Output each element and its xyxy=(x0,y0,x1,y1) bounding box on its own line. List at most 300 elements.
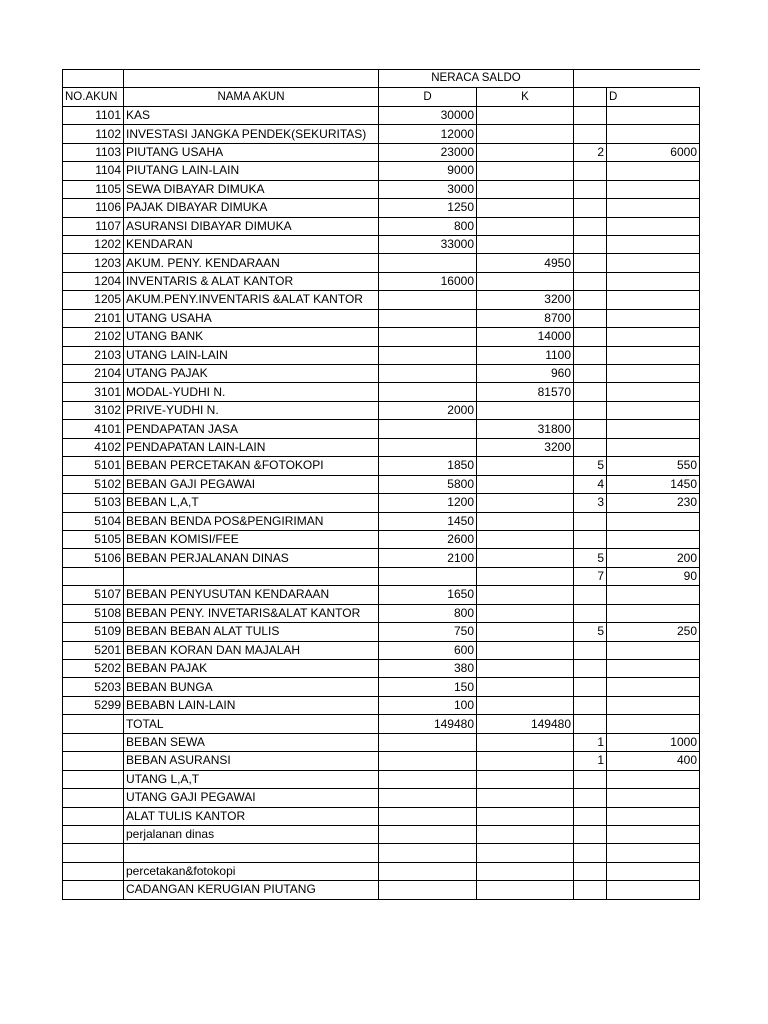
table-row xyxy=(63,365,700,383)
cell-account-name: BEBAN PAJAK xyxy=(124,660,379,678)
cell-account-number: 3101 xyxy=(63,383,124,401)
table-row xyxy=(63,162,700,180)
cell-adjustment-debit xyxy=(607,309,700,327)
cell-adjustment-debit xyxy=(607,346,700,364)
column-header-debit: D xyxy=(379,88,477,106)
cell-credit xyxy=(477,512,574,530)
cell-credit: 8700 xyxy=(477,309,574,327)
cell-account-number: 4102 xyxy=(63,438,124,456)
cell-account-number xyxy=(63,881,124,899)
header-name-blank xyxy=(124,70,379,88)
table-row xyxy=(63,862,700,880)
cell-credit xyxy=(477,862,574,880)
cell-account-number: 1107 xyxy=(63,217,124,235)
cell-debit xyxy=(379,733,477,751)
cell-adjustment-ref xyxy=(574,328,607,346)
cell-account-name: KAS xyxy=(124,106,379,124)
cell-debit: 380 xyxy=(379,660,477,678)
cell-credit xyxy=(477,641,574,659)
cell-adjustment-ref: 4 xyxy=(574,475,607,493)
cell-account-number: 1106 xyxy=(63,199,124,217)
cell-account-number: 5299 xyxy=(63,696,124,714)
cell-adjustment-debit xyxy=(607,420,700,438)
cell-adjustment-ref xyxy=(574,770,607,788)
cell-debit: 9000 xyxy=(379,162,477,180)
table-row xyxy=(63,217,700,235)
cell-account-name: BEBAN ASURANSI xyxy=(124,752,379,770)
cell-account-name: BEBAN KORAN DAN MAJALAH xyxy=(124,641,379,659)
cell-credit xyxy=(477,199,574,217)
cell-account-number xyxy=(63,733,124,751)
cell-account-number: 5109 xyxy=(63,623,124,641)
cell-debit xyxy=(379,770,477,788)
cell-account-number: 1204 xyxy=(63,272,124,290)
cell-adjustment-ref xyxy=(574,862,607,880)
cell-account-number xyxy=(63,752,124,770)
cell-adjustment-ref xyxy=(574,530,607,548)
cell-account-name: PAJAK DIBAYAR DIMUKA xyxy=(124,199,379,217)
cell-credit: 31800 xyxy=(477,420,574,438)
cell-account-name: ALAT TULIS KANTOR xyxy=(124,807,379,825)
cell-account-name: CADANGAN KERUGIAN PIUTANG xyxy=(124,881,379,899)
cell-adjustment-ref xyxy=(574,162,607,180)
cell-account-name: SEWA DIBAYAR DIMUKA xyxy=(124,180,379,198)
cell-adjustment-ref xyxy=(574,512,607,530)
cell-account-name: KENDARAN xyxy=(124,235,379,253)
table-row xyxy=(63,346,700,364)
cell-account-name: BEBAN L,A,T xyxy=(124,494,379,512)
cell-debit xyxy=(379,383,477,401)
cell-account-number: 1203 xyxy=(63,254,124,272)
column-header-adj-debit: D xyxy=(607,88,700,106)
cell-debit xyxy=(379,881,477,899)
cell-adjustment-ref xyxy=(574,272,607,290)
table-row xyxy=(63,235,700,253)
cell-debit: 2000 xyxy=(379,401,477,419)
cell-credit: 960 xyxy=(477,365,574,383)
cell-adjustment-ref xyxy=(574,678,607,696)
cell-adjustment-debit xyxy=(607,660,700,678)
cell-adjustment-ref xyxy=(574,715,607,733)
table-row xyxy=(63,789,700,807)
cell-debit xyxy=(379,328,477,346)
cell-debit: 800 xyxy=(379,217,477,235)
cell-account-name: AKUM. PENY. KENDARAAN xyxy=(124,254,379,272)
table-row xyxy=(63,733,700,751)
cell-adjustment-debit: 90 xyxy=(607,567,700,585)
cell-credit xyxy=(477,678,574,696)
cell-debit xyxy=(379,291,477,309)
cell-account-name: PRIVE-YUDHI N. xyxy=(124,401,379,419)
cell-credit xyxy=(477,604,574,622)
cell-account-number: 1103 xyxy=(63,143,124,161)
cell-adjustment-debit xyxy=(607,862,700,880)
cell-account-number: 5201 xyxy=(63,641,124,659)
cell-adjustment-ref: 7 xyxy=(574,567,607,585)
table-row xyxy=(63,106,700,124)
table-row xyxy=(63,567,700,585)
cell-account-number: 5102 xyxy=(63,475,124,493)
table-row xyxy=(63,604,700,622)
header-row-top xyxy=(63,70,700,88)
table-row xyxy=(63,291,700,309)
cell-account-name: BEBAN BEBAN ALAT TULIS xyxy=(124,623,379,641)
cell-adjustment-ref: 3 xyxy=(574,494,607,512)
table-row xyxy=(63,494,700,512)
cell-account-number xyxy=(63,844,124,862)
cell-credit xyxy=(477,125,574,143)
table-row xyxy=(63,807,700,825)
cell-account-name xyxy=(124,567,379,585)
cell-credit xyxy=(477,825,574,843)
cell-credit xyxy=(477,660,574,678)
cell-adjustment-debit xyxy=(607,401,700,419)
cell-adjustment-debit: 200 xyxy=(607,549,700,567)
cell-debit: 1850 xyxy=(379,457,477,475)
table-row xyxy=(63,623,700,641)
cell-adjustment-ref xyxy=(574,825,607,843)
table-row xyxy=(63,641,700,659)
cell-credit xyxy=(477,623,574,641)
cell-adjustment-ref xyxy=(574,807,607,825)
cell-account-number xyxy=(63,770,124,788)
cell-debit xyxy=(379,420,477,438)
cell-adjustment-debit: 550 xyxy=(607,457,700,475)
cell-adjustment-ref xyxy=(574,217,607,235)
cell-debit xyxy=(379,309,477,327)
cell-adjustment-ref xyxy=(574,604,607,622)
cell-account-name: UTANG GAJI PEGAWAI xyxy=(124,789,379,807)
cell-adjustment-debit: 400 xyxy=(607,752,700,770)
cell-debit: 5800 xyxy=(379,475,477,493)
cell-adjustment-ref xyxy=(574,180,607,198)
table-row xyxy=(63,438,700,456)
cell-account-name: perjalanan dinas xyxy=(124,825,379,843)
cell-adjustment-debit xyxy=(607,844,700,862)
column-header-adj-ref xyxy=(574,88,607,106)
cell-account-number: 2102 xyxy=(63,328,124,346)
cell-credit xyxy=(477,494,574,512)
table-row xyxy=(63,272,700,290)
table-row xyxy=(63,309,700,327)
table-row xyxy=(63,678,700,696)
cell-credit xyxy=(477,217,574,235)
table-row xyxy=(63,125,700,143)
cell-debit xyxy=(379,825,477,843)
cell-credit xyxy=(477,457,574,475)
table-row xyxy=(63,825,700,843)
cell-adjustment-debit xyxy=(607,530,700,548)
cell-account-name: TOTAL xyxy=(124,715,379,733)
cell-credit xyxy=(477,789,574,807)
cell-adjustment-ref xyxy=(574,641,607,659)
cell-account-name: BEBAN PENY. INVETARIS&ALAT KANTOR xyxy=(124,604,379,622)
cell-adjustment-debit xyxy=(607,586,700,604)
cell-adjustment-debit xyxy=(607,180,700,198)
cell-account-name: percetakan&fotokopi xyxy=(124,862,379,880)
cell-account-number xyxy=(63,715,124,733)
cell-adjustment-debit: 250 xyxy=(607,623,700,641)
header-no-blank xyxy=(63,70,124,88)
table-row xyxy=(63,881,700,899)
cell-adjustment-debit xyxy=(607,678,700,696)
table-row xyxy=(63,586,700,604)
cell-account-name: BEBAN GAJI PEGAWAI xyxy=(124,475,379,493)
cell-account-name: PENDAPATAN JASA xyxy=(124,420,379,438)
cell-debit xyxy=(379,862,477,880)
cell-adjustment-debit xyxy=(607,162,700,180)
cell-adjustment-debit xyxy=(607,328,700,346)
cell-debit xyxy=(379,752,477,770)
cell-account-number xyxy=(63,862,124,880)
cell-adjustment-ref xyxy=(574,346,607,364)
table-row xyxy=(63,696,700,714)
cell-account-name: UTANG LAIN-LAIN xyxy=(124,346,379,364)
cell-account-name: ASURANSI DIBAYAR DIMUKA xyxy=(124,217,379,235)
cell-account-name: AKUM.PENY.INVENTARIS &ALAT KANTOR xyxy=(124,291,379,309)
cell-account-number: 1101 xyxy=(63,106,124,124)
table-row xyxy=(63,401,700,419)
cell-adjustment-debit xyxy=(607,438,700,456)
cell-adjustment-debit xyxy=(607,106,700,124)
cell-adjustment-debit xyxy=(607,604,700,622)
cell-account-name: MODAL-YUDHI N. xyxy=(124,383,379,401)
cell-adjustment-debit xyxy=(607,825,700,843)
table-row xyxy=(63,752,700,770)
table-row xyxy=(63,475,700,493)
cell-credit xyxy=(477,770,574,788)
cell-account-name: BEBAN SEWA xyxy=(124,733,379,751)
cell-debit xyxy=(379,789,477,807)
cell-credit xyxy=(477,567,574,585)
cell-debit: 2600 xyxy=(379,530,477,548)
cell-account-number: 2101 xyxy=(63,309,124,327)
cell-credit xyxy=(477,143,574,161)
cell-account-name: PIUTANG USAHA xyxy=(124,143,379,161)
cell-credit xyxy=(477,586,574,604)
cell-adjustment-debit: 1450 xyxy=(607,475,700,493)
cell-account-name xyxy=(124,844,379,862)
cell-adjustment-debit xyxy=(607,254,700,272)
cell-debit: 30000 xyxy=(379,106,477,124)
table-row xyxy=(63,715,700,733)
cell-adjustment-ref xyxy=(574,789,607,807)
cell-debit xyxy=(379,365,477,383)
cell-adjustment-ref xyxy=(574,106,607,124)
table-row xyxy=(63,660,700,678)
cell-adjustment-debit xyxy=(607,641,700,659)
cell-adjustment-ref xyxy=(574,438,607,456)
table-row xyxy=(63,420,700,438)
cell-account-name: UTANG PAJAK xyxy=(124,365,379,383)
table-row xyxy=(63,328,700,346)
cell-account-name: PENDAPATAN LAIN-LAIN xyxy=(124,438,379,456)
cell-debit: 2100 xyxy=(379,549,477,567)
cell-account-name: UTANG BANK xyxy=(124,328,379,346)
cell-adjustment-ref xyxy=(574,291,607,309)
cell-credit xyxy=(477,530,574,548)
cell-credit: 149480 xyxy=(477,715,574,733)
column-header-credit: K xyxy=(477,88,574,106)
cell-adjustment-ref xyxy=(574,235,607,253)
cell-adjustment-debit: 1000 xyxy=(607,733,700,751)
cell-credit: 3200 xyxy=(477,291,574,309)
cell-debit: 1650 xyxy=(379,586,477,604)
cell-debit xyxy=(379,346,477,364)
cell-debit: 1200 xyxy=(379,494,477,512)
cell-debit: 150 xyxy=(379,678,477,696)
cell-adjustment-debit xyxy=(607,199,700,217)
cell-adjustment-ref: 2 xyxy=(574,143,607,161)
cell-debit xyxy=(379,438,477,456)
cell-account-name: BEBAN BENDA POS&PENGIRIMAN xyxy=(124,512,379,530)
cell-adjustment-debit xyxy=(607,881,700,899)
cell-credit xyxy=(477,549,574,567)
cell-credit xyxy=(477,272,574,290)
header-row-columns xyxy=(63,88,700,106)
cell-debit: 100 xyxy=(379,696,477,714)
cell-adjustment-debit xyxy=(607,770,700,788)
cell-account-number: 3102 xyxy=(63,401,124,419)
cell-adjustment-ref xyxy=(574,586,607,604)
cell-debit xyxy=(379,807,477,825)
cell-adjustment-ref: 5 xyxy=(574,549,607,567)
cell-credit xyxy=(477,807,574,825)
table-row xyxy=(63,512,700,530)
cell-account-number: 4101 xyxy=(63,420,124,438)
cell-account-name: BEBABN LAIN-LAIN xyxy=(124,696,379,714)
cell-adjustment-debit xyxy=(607,272,700,290)
cell-account-number: 1202 xyxy=(63,235,124,253)
table-row xyxy=(63,143,700,161)
cell-debit: 600 xyxy=(379,641,477,659)
cell-credit xyxy=(477,733,574,751)
cell-adjustment-ref xyxy=(574,365,607,383)
cell-credit xyxy=(477,475,574,493)
table-row xyxy=(63,530,700,548)
cell-account-name: UTANG L,A,T xyxy=(124,770,379,788)
cell-adjustment-ref xyxy=(574,309,607,327)
cell-debit xyxy=(379,567,477,585)
trial-balance-table xyxy=(62,69,700,900)
cell-adjustment-debit xyxy=(607,383,700,401)
cell-adjustment-debit xyxy=(607,715,700,733)
cell-credit xyxy=(477,696,574,714)
cell-account-number xyxy=(63,807,124,825)
cell-credit xyxy=(477,106,574,124)
cell-account-number: 5203 xyxy=(63,678,124,696)
cell-credit xyxy=(477,752,574,770)
cell-debit xyxy=(379,844,477,862)
cell-account-number: 5107 xyxy=(63,586,124,604)
column-header-nama-akun: NAMA AKUN xyxy=(124,88,379,106)
cell-account-number: 5105 xyxy=(63,530,124,548)
cell-credit: 1100 xyxy=(477,346,574,364)
cell-account-name: BEBAN KOMISI/FEE xyxy=(124,530,379,548)
cell-account-name: BEBAN PERCETAKAN &FOTOKOPI xyxy=(124,457,379,475)
cell-adjustment-debit xyxy=(607,291,700,309)
cell-adjustment-debit xyxy=(607,217,700,235)
cell-account-number: 1205 xyxy=(63,291,124,309)
cell-account-number: 1104 xyxy=(63,162,124,180)
cell-adjustment-ref xyxy=(574,420,607,438)
cell-adjustment-debit xyxy=(607,789,700,807)
table-row xyxy=(63,457,700,475)
header-adjustment-blank xyxy=(574,70,700,88)
table-row xyxy=(63,770,700,788)
cell-adjustment-ref: 1 xyxy=(574,733,607,751)
cell-adjustment-ref: 5 xyxy=(574,623,607,641)
cell-account-number xyxy=(63,567,124,585)
cell-adjustment-debit xyxy=(607,807,700,825)
cell-debit: 800 xyxy=(379,604,477,622)
cell-account-name: INVESTASI JANGKA PENDEK(SEKURITAS) xyxy=(124,125,379,143)
cell-debit: 1450 xyxy=(379,512,477,530)
cell-debit: 149480 xyxy=(379,715,477,733)
cell-adjustment-debit xyxy=(607,235,700,253)
cell-account-number: 1105 xyxy=(63,180,124,198)
cell-adjustment-ref xyxy=(574,383,607,401)
cell-debit: 23000 xyxy=(379,143,477,161)
column-header-no-akun: NO.AKUN xyxy=(63,88,124,106)
cell-credit xyxy=(477,162,574,180)
cell-account-name: PIUTANG LAIN-LAIN xyxy=(124,162,379,180)
cell-adjustment-debit xyxy=(607,125,700,143)
cell-adjustment-ref xyxy=(574,660,607,678)
cell-account-name: BEBAN PERJALANAN DINAS xyxy=(124,549,379,567)
cell-account-name: INVENTARIS & ALAT KANTOR xyxy=(124,272,379,290)
cell-debit: 33000 xyxy=(379,235,477,253)
cell-debit: 12000 xyxy=(379,125,477,143)
cell-adjustment-debit xyxy=(607,696,700,714)
cell-adjustment-ref xyxy=(574,125,607,143)
cell-adjustment-debit: 6000 xyxy=(607,143,700,161)
section-title-neraca-saldo: NERACA SALDO xyxy=(379,70,574,88)
table-row xyxy=(63,844,700,862)
cell-adjustment-ref xyxy=(574,254,607,272)
cell-adjustment-ref: 1 xyxy=(574,752,607,770)
cell-account-name: UTANG USAHA xyxy=(124,309,379,327)
cell-adjustment-debit xyxy=(607,365,700,383)
table-row xyxy=(63,199,700,217)
cell-debit xyxy=(379,254,477,272)
cell-account-name: BEBAN PENYUSUTAN KENDARAAN xyxy=(124,586,379,604)
table-row xyxy=(63,180,700,198)
cell-account-number: 5106 xyxy=(63,549,124,567)
cell-credit xyxy=(477,180,574,198)
cell-credit xyxy=(477,235,574,253)
cell-adjustment-ref xyxy=(574,881,607,899)
cell-account-number: 2104 xyxy=(63,365,124,383)
cell-account-number: 5103 xyxy=(63,494,124,512)
cell-account-number: 5101 xyxy=(63,457,124,475)
cell-account-number: 1102 xyxy=(63,125,124,143)
cell-credit: 3200 xyxy=(477,438,574,456)
cell-account-number: 5108 xyxy=(63,604,124,622)
cell-adjustment-ref xyxy=(574,199,607,217)
cell-debit: 1250 xyxy=(379,199,477,217)
cell-credit: 4950 xyxy=(477,254,574,272)
cell-debit: 3000 xyxy=(379,180,477,198)
cell-adjustment-ref: 5 xyxy=(574,457,607,475)
cell-adjustment-ref xyxy=(574,401,607,419)
cell-account-number xyxy=(63,825,124,843)
cell-account-number: 5104 xyxy=(63,512,124,530)
cell-credit xyxy=(477,844,574,862)
cell-debit: 16000 xyxy=(379,272,477,290)
cell-account-number: 5202 xyxy=(63,660,124,678)
cell-credit xyxy=(477,881,574,899)
